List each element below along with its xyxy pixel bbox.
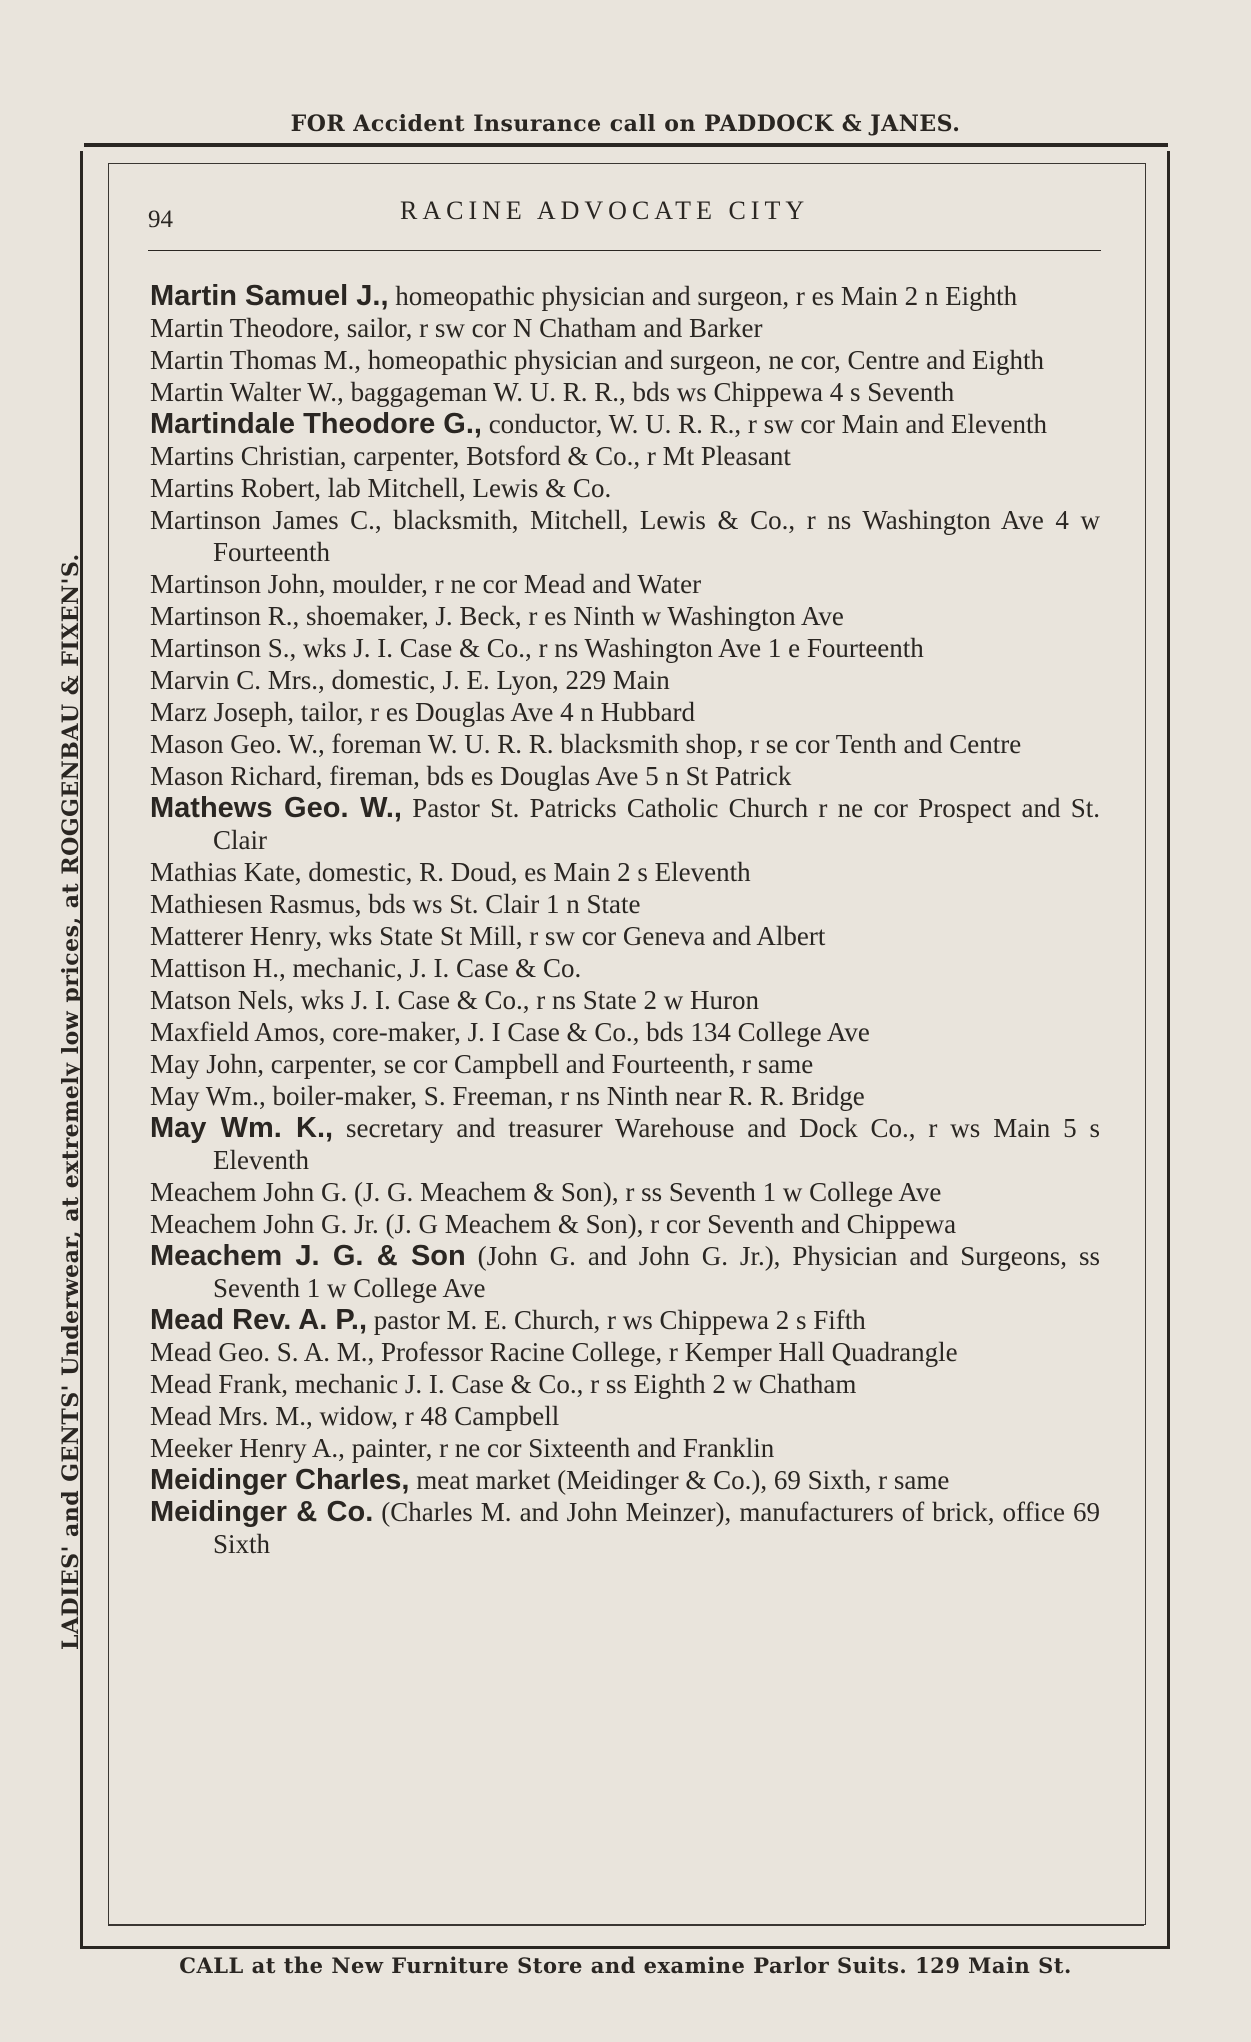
entry-name: Meachem J. G. & Son (150, 1240, 466, 1272)
directory-entry (150, 408, 1100, 440)
entry-details: shoemaker, J. Beck, r es Ninth w Washington Ave (299, 601, 844, 631)
directory-entry (150, 920, 1100, 952)
directory-entry (150, 632, 1100, 664)
directory-entry (150, 728, 1100, 760)
directory-entry (150, 504, 1100, 568)
directory-entry (150, 280, 1100, 312)
entry-details: painter, r ne cor Sixteenth and Franklin (344, 1433, 775, 1463)
entry-details: blacksmith, Mitchell, Lewis & Co., r ns Washington Ave 4 w Fourteenth (213, 505, 1100, 567)
entry-details: domestic, R. Doud, es Main 2 s Eleventh (301, 857, 751, 887)
top-advertisement: FOR Accident Insurance call on PADDOCK & JANES. (290, 111, 961, 137)
directory-entry (150, 792, 1100, 856)
entry-details: bds ws St. Clair 1 n State (361, 889, 641, 919)
entry-details: Pastor St. Patricks Catholic Church r ne cor Prospect and St. Clair (213, 793, 1100, 855)
entry-name: Mattison H., (150, 953, 286, 983)
entry-name: May Wm. K., (150, 1112, 334, 1144)
directory-entry (150, 440, 1100, 472)
entry-details: wks J. I. Case & Co., r ns Washington Ave 1 e Fourteenth (296, 633, 924, 663)
entry-name: Meachem John G. Jr. (150, 1209, 379, 1239)
inner-bottom-rule (108, 1925, 1144, 1926)
directory-entry (150, 1336, 1100, 1368)
directory-entry (150, 952, 1100, 984)
bottom-advertisement: CALL at the New Furniture Store and examine Parlor Suits. 129 Main St. (179, 1953, 1072, 1978)
entry-name: Martindale Theodore G., (150, 408, 482, 440)
entry-name: Martins Robert, (150, 473, 321, 503)
entry-details: secretary and treasurer Warehouse and Dock Co., r ws Main 5 s Eleventh (213, 1113, 1100, 1175)
directory-entry (150, 856, 1100, 888)
entry-details: core-maker, J. I Case & Co., bds 134 College Ave (325, 1017, 870, 1047)
entry-details: carpenter, se cor Campbell and Fourteenth, r same (264, 1049, 814, 1079)
directory-entry (150, 344, 1100, 376)
entry-name: Mathias Kate, (150, 857, 302, 887)
entry-name: Martinson R., (150, 601, 300, 631)
directory-entry (150, 1304, 1100, 1336)
entry-details: boiler-maker, S. Freeman, r ns Ninth near R. R. Bridge (265, 1081, 865, 1111)
entry-details: widow, r 48 Campbell (312, 1401, 560, 1431)
header-rule (148, 250, 1101, 251)
entry-name: Mason Geo. W., (150, 729, 325, 759)
directory-entry (150, 1112, 1100, 1176)
entry-details: foreman W. U. R. R. blacksmith shop, r se cor Tenth and Centre (324, 729, 1022, 759)
entry-name: Martin Thomas M., (150, 345, 361, 375)
side-advertisement: LADIES' and GENTS' Underwear, at extremely low prices, at ROGGENBAU & FIXEN'S. (58, 553, 84, 1650)
entry-details: conductor, W. U. R. R., r sw cor Main and Eleventh (481, 409, 1048, 439)
directory-entry (150, 376, 1100, 408)
entry-details: tailor, r es Douglas Ave 4 n Hubbard (293, 697, 696, 727)
directory-entry (150, 1080, 1100, 1112)
entry-name: Mathiesen Rasmus, (150, 889, 362, 919)
entry-details: sailor, r sw cor N Chatham and Barker (339, 313, 763, 343)
directory-entry (150, 600, 1100, 632)
entry-name: Martin Samuel J., (150, 280, 389, 312)
entry-name: Mead Frank, (150, 1369, 288, 1399)
entry-details: meat market (Meidinger & Co.), 69 Sixth, r same (409, 1465, 950, 1495)
entry-details: wks State St Mill, r sw cor Geneva and Albert (322, 921, 826, 951)
entry-name: Martinson S., (150, 633, 297, 663)
entry-name: Meeker Henry A., (150, 1433, 345, 1463)
directory-entry (150, 1208, 1100, 1240)
directory-entry (150, 1368, 1100, 1400)
entry-name: Maxfield Amos, (150, 1017, 326, 1047)
entry-name: Matson Nels, (150, 985, 294, 1015)
entry-name: Meachem John G. (150, 1177, 348, 1207)
entry-details: moulder, r ne cor Mead and Water (325, 569, 702, 599)
directory-entry (150, 760, 1100, 792)
entry-name: Mead Geo. S. A. M., (150, 1337, 375, 1367)
directory-entry (150, 1432, 1100, 1464)
entry-name: Mathews Geo. W., (150, 792, 402, 824)
entry-details: fireman, bds es Douglas Ave 5 n St Patrick (322, 761, 792, 791)
entry-name: Mead Mrs. M., (150, 1401, 313, 1431)
entry-name: Marvin C. Mrs., (150, 665, 325, 695)
directory-entry (150, 1240, 1100, 1304)
entry-name: Meidinger & Co. (150, 1496, 374, 1528)
entry-details: carpenter, Botsford & Co., r Mt Pleasant (346, 441, 791, 471)
directory-entry (150, 1464, 1100, 1496)
entry-name: Martins Christian, (150, 441, 347, 471)
entry-details: wks J. I. Case & Co., r ns State 2 w Huron (294, 985, 759, 1015)
entry-details: (John G. and John G. Jr.), Physician and Surgeons, ss Seventh 1 w College Ave (213, 1241, 1100, 1303)
entry-details: (J. G Meachem & Son), r cor Seventh and Chippewa (378, 1209, 957, 1239)
page-number: 94 (148, 206, 173, 233)
entry-name: Meidinger Charles, (150, 1464, 410, 1496)
entry-name: Marz Joseph, (150, 697, 294, 727)
directory-entries (150, 280, 1100, 1560)
directory-entry (150, 888, 1100, 920)
entry-name: Mead Rev. A. P., (150, 1304, 368, 1336)
running-title: RACINE ADVOCATE CITY (400, 196, 810, 225)
entry-details: mechanic, J. I. Case & Co. (285, 953, 582, 983)
directory-entry (150, 1016, 1100, 1048)
entry-details: (Charles M. and John Meinzer), manufacturers of brick, office 69 Sixth (213, 1497, 1100, 1559)
entry-details: (J. G. Meachem & Son), r ss Seventh 1 w College Ave (347, 1177, 942, 1207)
entry-details: mechanic J. I. Case & Co., r ss Eighth 2 w Chatham (287, 1369, 857, 1399)
directory-entry (150, 1048, 1100, 1080)
directory-entry (150, 696, 1100, 728)
entry-name: May Wm., (150, 1081, 266, 1111)
directory-entry (150, 1496, 1100, 1560)
top-rule (84, 143, 1168, 147)
entry-details: pastor M. E. Church, r ws Chippewa 2 s Fifth (367, 1305, 866, 1335)
entry-name: Martinson John, (150, 569, 326, 599)
entry-details: Professor Racine College, r Kemper Hall Quadrangle (374, 1337, 958, 1367)
entry-details: homeopathic physician and surgeon, ne cor, Centre and Eighth (361, 345, 1044, 375)
directory-entry (150, 664, 1100, 696)
entry-details: lab Mitchell, Lewis & Co. (320, 473, 612, 503)
directory-entry (150, 312, 1100, 344)
entry-name: Mason Richard, (150, 761, 323, 791)
directory-entry (150, 1176, 1100, 1208)
directory-entry (150, 472, 1100, 504)
entry-name: Martin Walter W., (150, 377, 344, 407)
entry-details: homeopathic physician and surgeon, r es Main 2 n Eighth (388, 281, 1018, 311)
entry-details: baggageman W. U. R. R., bds ws Chippewa 4 s Seventh (343, 377, 955, 407)
entry-details: domestic, J. E. Lyon, 229 Main (324, 665, 670, 695)
entry-name: Matterer Henry, (150, 921, 323, 951)
entry-name: Martin Theodore, (150, 313, 340, 343)
entry-name: May John, (150, 1049, 264, 1079)
directory-entry (150, 984, 1100, 1016)
directory-entry (150, 568, 1100, 600)
directory-entry (150, 1400, 1100, 1432)
entry-name: Martinson James C., (150, 505, 382, 535)
